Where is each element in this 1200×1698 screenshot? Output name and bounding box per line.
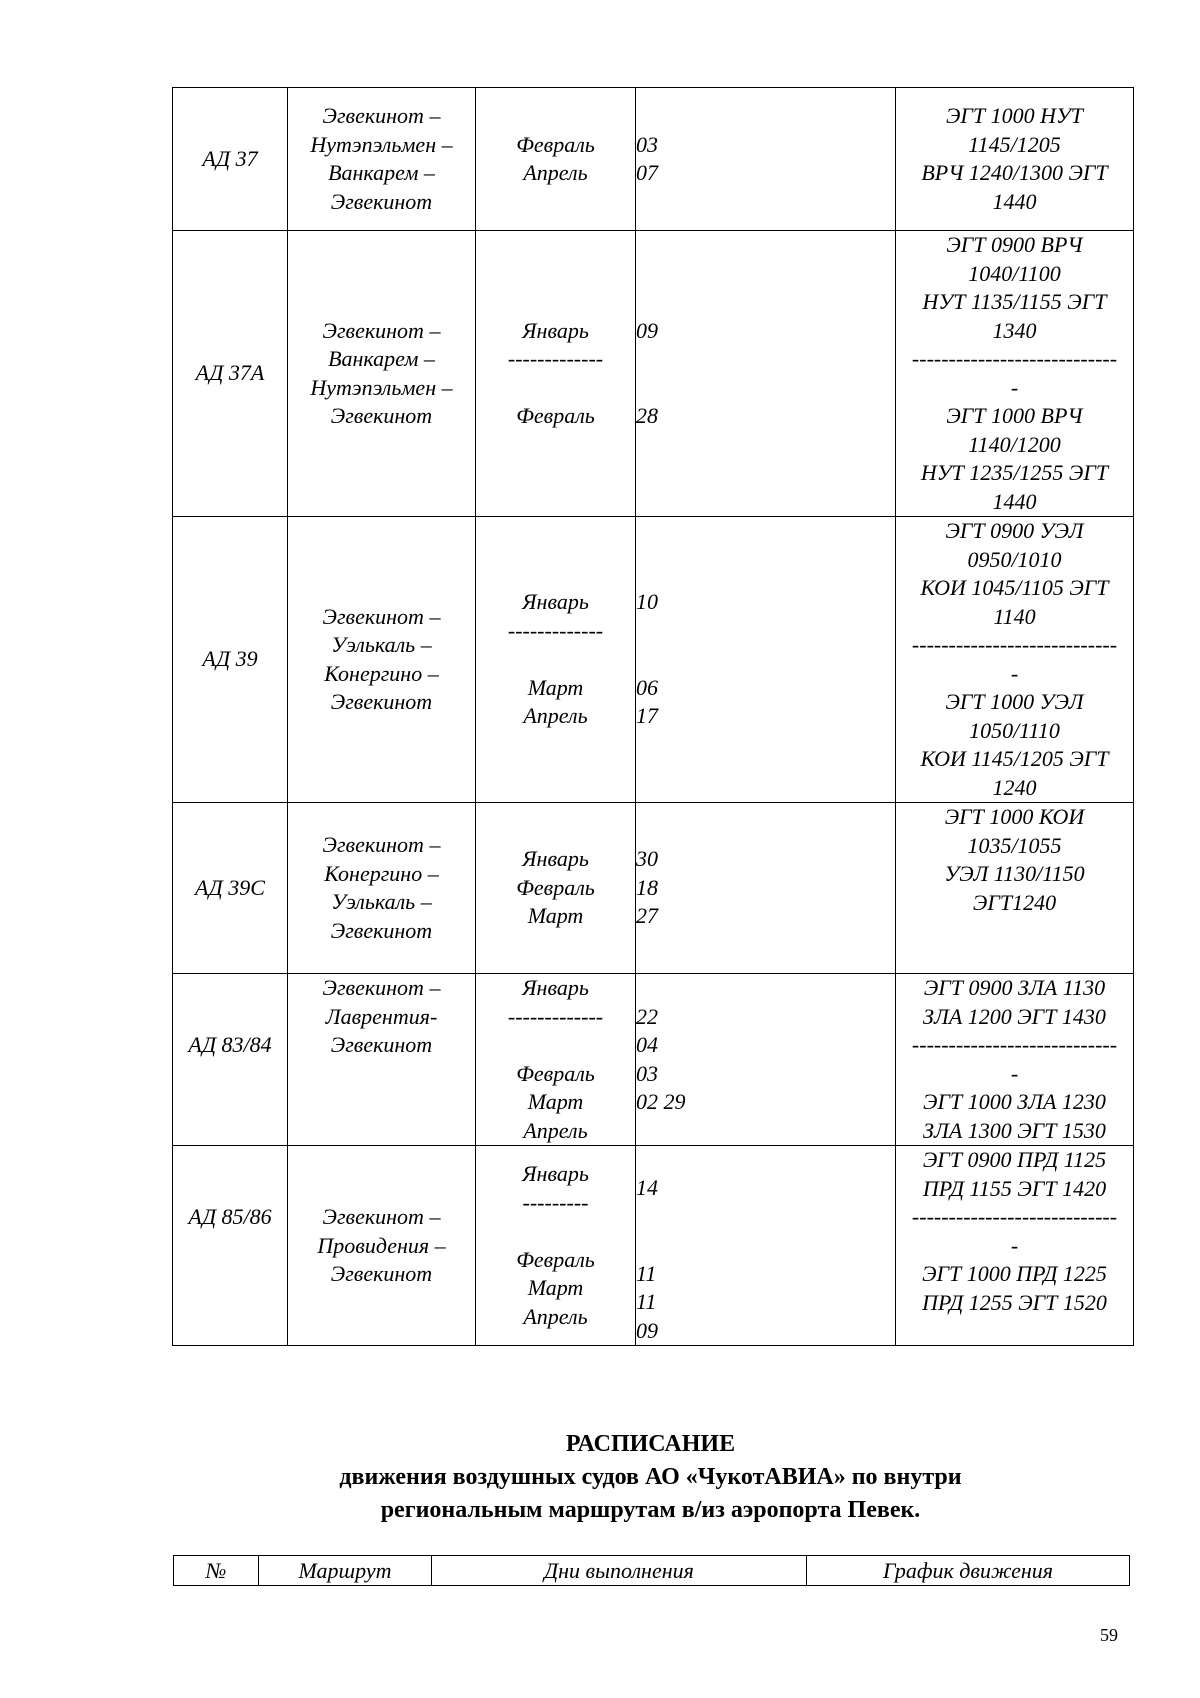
timetable-cell [896,231,1134,517]
timetable-line: 1145/1205 [968,131,1061,157]
timetable-line: 0950/1010 [967,546,1062,572]
days-cell [636,88,896,231]
months-cell [476,803,636,974]
day-value: 11 [636,1260,657,1286]
schedule-heading-line1: движения воздушных судов АО «ЧукотАВИА» по внутри [339,1464,962,1490]
month-label: Март [527,903,584,929]
month-separator: ------------- [507,346,604,371]
route-line: Нутэпэльмен – [310,374,453,400]
day-value: 09 [636,317,658,343]
timetable-line: 1240 [992,774,1037,800]
day-value: 27 [636,903,658,929]
days-cell [636,1146,896,1346]
timetable-line: ЭГТ 0900 ВРЧ [946,232,1083,257]
month-label: Апрель [523,1117,588,1143]
month-label: Февраль [516,403,595,428]
flight-number: АД 39С [173,803,288,974]
route-line: Провидения – [317,1232,446,1258]
months-cell [476,1146,636,1346]
route-line: Эгвекинот [330,403,433,428]
month-separator: ------------- [507,1003,604,1029]
timetable-line: ЭГТ 1000 НУТ [945,103,1084,128]
route-cell [288,974,476,1146]
timetable-separator: ---------------------------- [911,1204,1118,1229]
header-number: № [174,1556,259,1586]
timetable-line: КОИ 1145/1205 ЭГТ [920,746,1109,771]
timetable-cell [896,517,1134,803]
schedule-heading-title: РАСПИСАНИЕ [565,1431,736,1457]
month-separator: ------------- [507,617,604,643]
timetable-line: УЭЛ 1130/1150 [944,861,1085,886]
route-line: Лаврентия- [325,1003,438,1029]
schedule-row [173,1146,1134,1346]
day-value: 02 29 [636,1089,686,1114]
route-line: Эгвекинот [330,1261,433,1286]
months-cell [476,517,636,803]
month-label: Февраль [516,874,595,900]
timetable-line: ЭГТ 0900 УЭЛ [945,518,1084,543]
timetable-line: НУТ 1135/1155 ЭГТ [922,289,1107,314]
route-line: Эгвекинот – [322,832,441,857]
timetable-cell [896,974,1134,1146]
month-label: Февраль [516,1060,595,1086]
timetable-line: ПРД 1255 ЭГТ 1520 [922,1289,1107,1315]
route-line: Уэлькаль – [331,632,432,657]
schedule-heading-line2: региональным маршрутам в/из аэропорта Певек. [380,1497,921,1523]
day-value: 09 [636,1317,658,1343]
route-line: Ванкарем – [328,160,435,185]
month-label: Январь [522,317,589,343]
schedule-row [173,803,1134,974]
schedule-row [173,974,1134,1146]
timetable-line: 1050/1110 [969,717,1060,743]
route-cell [288,231,476,517]
timetable-line: ЭГТ 0900 ПРД 1125 [922,1147,1107,1172]
day-value: 18 [636,874,658,900]
day-value: 22 [636,1003,658,1029]
month-label: Март [527,1089,584,1114]
months-cell [476,974,636,1146]
header-route: Маршрут [259,1556,432,1586]
timetable-line: ЭГТ 1000 УЭЛ [945,689,1084,714]
timetable-line: ЭГТ 1000 ВРЧ [946,403,1083,428]
timetable-line: - [1010,660,1019,686]
flight-number: АД 39 [173,517,288,803]
timetable-line: 1140 [993,603,1036,629]
day-value: 30 [636,846,658,872]
month-label: Март [527,1275,584,1300]
route-line: Нутэпэльмен – [310,131,453,157]
timetable-separator: ---------------------------- [911,346,1118,371]
timetable-line: ПРД 1155 ЭГТ 1420 [922,1175,1107,1201]
timetable-line: ЗЛА 1300 ЭГТ 1530 [923,1117,1106,1143]
route-cell [288,1146,476,1346]
months-cell [476,88,636,231]
route-line: Эгвекинот [330,1032,433,1057]
month-label: Март [527,674,584,700]
timetable-line: 1035/1055 [967,832,1062,858]
flight-number: АД 85/86 [173,1146,288,1346]
day-value: 06 [636,674,658,700]
route-line: Эгвекинот – [322,317,441,343]
flight-number: АД 83/84 [173,974,288,1146]
header-days: Дни выполнения [432,1556,807,1586]
timetable-line: КОИ 1045/1105 ЭГТ [920,575,1109,600]
month-label: Апрель [523,160,588,185]
page-number: 59 [1100,1625,1118,1645]
timetable-line: - [1010,1232,1019,1258]
day-value: 28 [636,403,658,428]
month-separator: --------- [522,1189,589,1215]
month-label: Февраль [516,1246,595,1272]
timetable-cell [896,88,1134,231]
schedule-row [173,88,1134,231]
month-label: Апрель [523,1303,588,1329]
timetable-line: - [1010,374,1019,400]
header-timetable: График движения [807,1556,1130,1586]
timetable-line: ВРЧ 1240/1300 ЭГТ [921,160,1108,185]
timetable-line: 1440 [992,188,1037,214]
route-line: Конергино – [324,660,439,686]
route-line: Эгвекинот – [322,975,441,1000]
month-label: Февраль [516,131,595,157]
timetable-line: 1140/1200 [968,431,1061,457]
month-label: Январь [522,975,589,1000]
route-line: Уэлькаль – [331,889,432,914]
day-value: 04 [636,1032,658,1057]
timetable-line: ЭГТ1240 [972,889,1057,915]
month-label: Апрель [523,703,588,729]
timetable-separator: ---------------------------- [911,632,1118,657]
route-line: Эгвекинот – [322,103,441,128]
route-line: Конергино – [324,860,439,886]
route-cell [288,517,476,803]
timetable-line: ЭГТ 1000 ЗЛА 1230 [923,1089,1106,1114]
days-cell [636,803,896,974]
timetable-line: ЗЛА 1200 ЭГТ 1430 [923,1003,1106,1029]
timetable-line: ЭГТ 1000 ПРД 1225 [922,1261,1107,1286]
day-value: 17 [636,703,658,729]
timetable-line: - [1010,1060,1019,1086]
route-line: Эгвекинот [330,188,433,214]
timetable-cell [896,1146,1134,1346]
day-value: 03 [636,1060,658,1086]
days-cell [636,974,896,1146]
timetable-line: НУТ 1235/1255 ЭГТ [920,460,1109,485]
timetable-line: ЭГТ 0900 ЗЛА 1130 [923,975,1106,1000]
timetable-line: 1040/1100 [968,260,1061,286]
route-line: Ванкарем – [328,346,435,371]
months-cell [476,231,636,517]
flight-number: АД 37 [173,88,288,231]
timetable-line: ЭГТ 1000 КОИ [944,804,1085,829]
month-label: Январь [522,1161,589,1186]
timetable-line: 1440 [992,488,1037,514]
timetable-line: 1340 [992,317,1037,343]
month-label: Январь [522,589,589,615]
route-line: Эгвекинот – [322,1204,441,1229]
route-line: Эгвекинот [330,689,433,714]
route-line: Эгвекинот [330,917,433,943]
route-cell [288,88,476,231]
day-value: 11 [636,1289,657,1314]
route-line: Эгвекинот – [322,603,441,629]
flight-number: АД 37А [173,231,288,517]
route-cell [288,803,476,974]
timetable-cell [896,803,1134,974]
days-cell [636,231,896,517]
schedule-row [173,231,1134,517]
flight-schedule-table [172,87,1134,1346]
day-value: 07 [636,160,658,185]
days-cell [636,517,896,803]
month-label: Январь [522,846,589,872]
day-value: 03 [636,131,658,157]
schedule-row [173,517,1134,803]
day-value: 10 [636,589,658,615]
day-value: 14 [636,1175,658,1200]
timetable-separator: ---------------------------- [911,1032,1118,1057]
next-table-header [173,1555,1130,1586]
